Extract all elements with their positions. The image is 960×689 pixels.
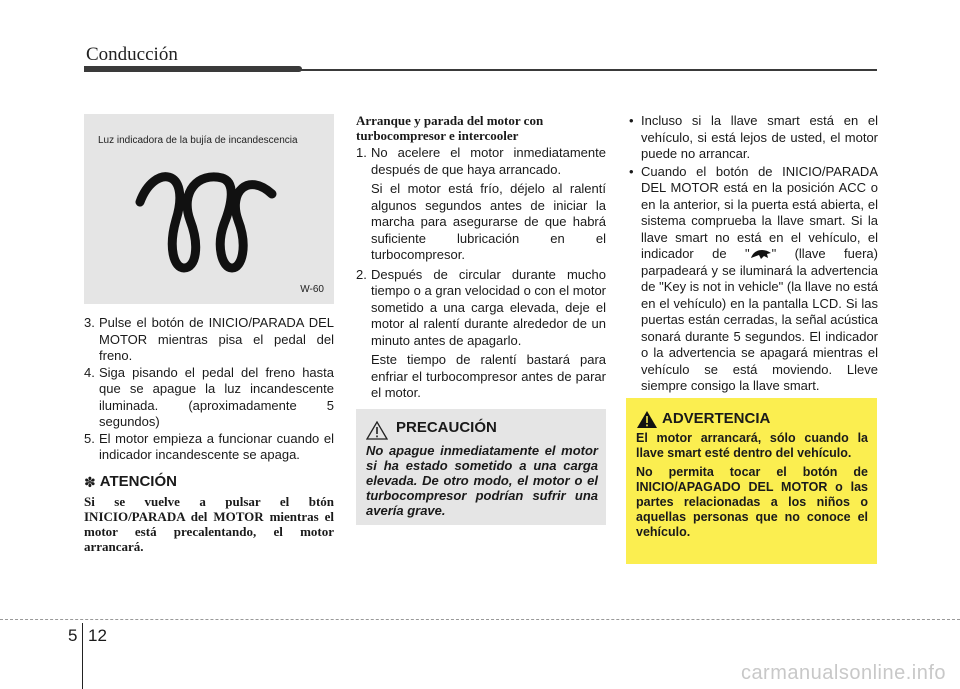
item-text: Cuando el botón de INICIO/PARADA DEL MOTOR está en la posición ACC o en la anterior, si la puerta está abierta, el sistema comprueba la llave smart. Si la llave smart no está en el vehículo, el indicador de " bbox=[641, 163, 878, 261]
item-text: Después de circular durante mucho tiempo o a gran velocidad o con el motor sometido a una carga elevada, deje el motor al ralentí durante alrededor de un minuto antes de apagarlo. bbox=[371, 266, 606, 348]
note-body: Si se vuelve a pulsar el btón INICIO/PARADA del MOTOR mientras el motor está precalentando, el motor arrancará. bbox=[84, 494, 334, 554]
warning-triangle-icon bbox=[636, 410, 658, 429]
figure-id: W-60 bbox=[300, 284, 324, 295]
item-text: Incluso si la llave smart está en el vehículo, si está lejos de usted, el motor puede no arrancar. bbox=[641, 113, 878, 161]
item-text: Pulse el botón de INICIO/PARADA DEL MOTOR mientras pisa el pedal del freno. bbox=[99, 315, 334, 363]
page-title: Conducción bbox=[86, 44, 178, 65]
footer-rule bbox=[0, 619, 960, 620]
list-item bbox=[84, 315, 334, 365]
warning-box bbox=[626, 398, 877, 564]
glow-plug-icon bbox=[132, 164, 282, 274]
item-number: 5. bbox=[84, 430, 95, 446]
list-paragraph bbox=[356, 352, 606, 402]
caution-triangle-icon bbox=[366, 421, 388, 440]
item-paragraph: Este tiempo de ralentí bastará para enfriar el turbocompresor antes de parar el motor. bbox=[371, 352, 606, 400]
caution-title: PRECAUCIÓN bbox=[396, 419, 497, 436]
steps-list bbox=[84, 315, 334, 464]
list-item bbox=[626, 113, 878, 163]
asterisk-icon: ✽ bbox=[84, 473, 96, 490]
smart-key-icon bbox=[750, 247, 772, 260]
list-item bbox=[84, 431, 334, 464]
figure-caption: Luz indicadora de la bujía de incandescencia bbox=[98, 135, 298, 146]
header-rule bbox=[300, 69, 877, 71]
header-bar bbox=[84, 66, 302, 72]
item-text: No acelere el motor inmediatamente después de que haya arrancado. bbox=[371, 145, 606, 177]
note-heading bbox=[84, 474, 334, 491]
section-heading: Arranque y parada del motor con turbocompresor e intercooler bbox=[356, 113, 544, 143]
list-item bbox=[356, 267, 606, 350]
list-item bbox=[356, 145, 606, 178]
item-text: El motor empieza a funcionar cuando el indicador incandescente se apaga. bbox=[99, 430, 334, 462]
footer-separator bbox=[82, 623, 83, 689]
note-heading-text: ATENCIÓN bbox=[99, 472, 177, 490]
item-number: 2. bbox=[356, 266, 367, 282]
column-left bbox=[84, 315, 334, 554]
item-number: 1. bbox=[356, 145, 367, 160]
warning-paragraph: El motor arrancará, sólo cuando la llave smart esté dentro del vehículo. bbox=[636, 431, 868, 460]
item-text-continued: " (llave fuera) parpadeará y se iluminará la advertencia de "Key is not in vehicle" (la llave no está en el vehículo) en la pantalla LCD. Si las puertas están cerradas, la señal acústica sonará durante 5 segundos. El indicador o la advertencia se apagará mientras el vehículo se está moviendo. Lleve siempre consigo la llave smart. bbox=[641, 246, 878, 393]
item-number: 4. bbox=[84, 364, 95, 380]
chapter-number: 5 bbox=[68, 626, 78, 645]
item-number: 3. bbox=[84, 315, 95, 330]
watermark: carmanualsonline.info bbox=[740, 662, 946, 684]
bullet-list bbox=[626, 113, 878, 395]
warning-text bbox=[636, 431, 868, 544]
caution-text: No apague inmediatamente el motor si ha estado sometido a una carga elevada. De otro modo, el motor o el turbocompresor podrían sufrir una avería grave. bbox=[366, 443, 598, 518]
caution-box bbox=[356, 409, 606, 525]
item-paragraph: Si el motor está frío, déjelo al ralentí algunos segundos antes de iniciar la marcha para asegurarse de que habrá suficiente lubricación en el turbocompresor. bbox=[371, 181, 606, 262]
bullet-mark: • bbox=[629, 163, 634, 179]
glow-lamp-figure bbox=[84, 114, 334, 304]
bullet-mark: • bbox=[629, 113, 634, 128]
turbo-list bbox=[356, 145, 606, 402]
list-item bbox=[626, 164, 878, 395]
column-middle bbox=[356, 113, 606, 402]
warning-paragraph: No permita tocar el botón de INICIO/APAGADO DEL MOTOR o las partes relacionadas a los niños o aquellas personas que no conoce el vehículo. bbox=[636, 465, 868, 539]
page-number: 12 bbox=[88, 626, 107, 645]
column-right bbox=[626, 113, 878, 396]
warning-title: ADVERTENCIA bbox=[662, 410, 771, 427]
item-text: Siga pisando el pedal del freno hasta que se apague la luz incandescente iluminada. (aproximadamente 5 segundos) bbox=[99, 364, 334, 429]
list-paragraph bbox=[356, 181, 606, 264]
list-item bbox=[84, 365, 334, 431]
